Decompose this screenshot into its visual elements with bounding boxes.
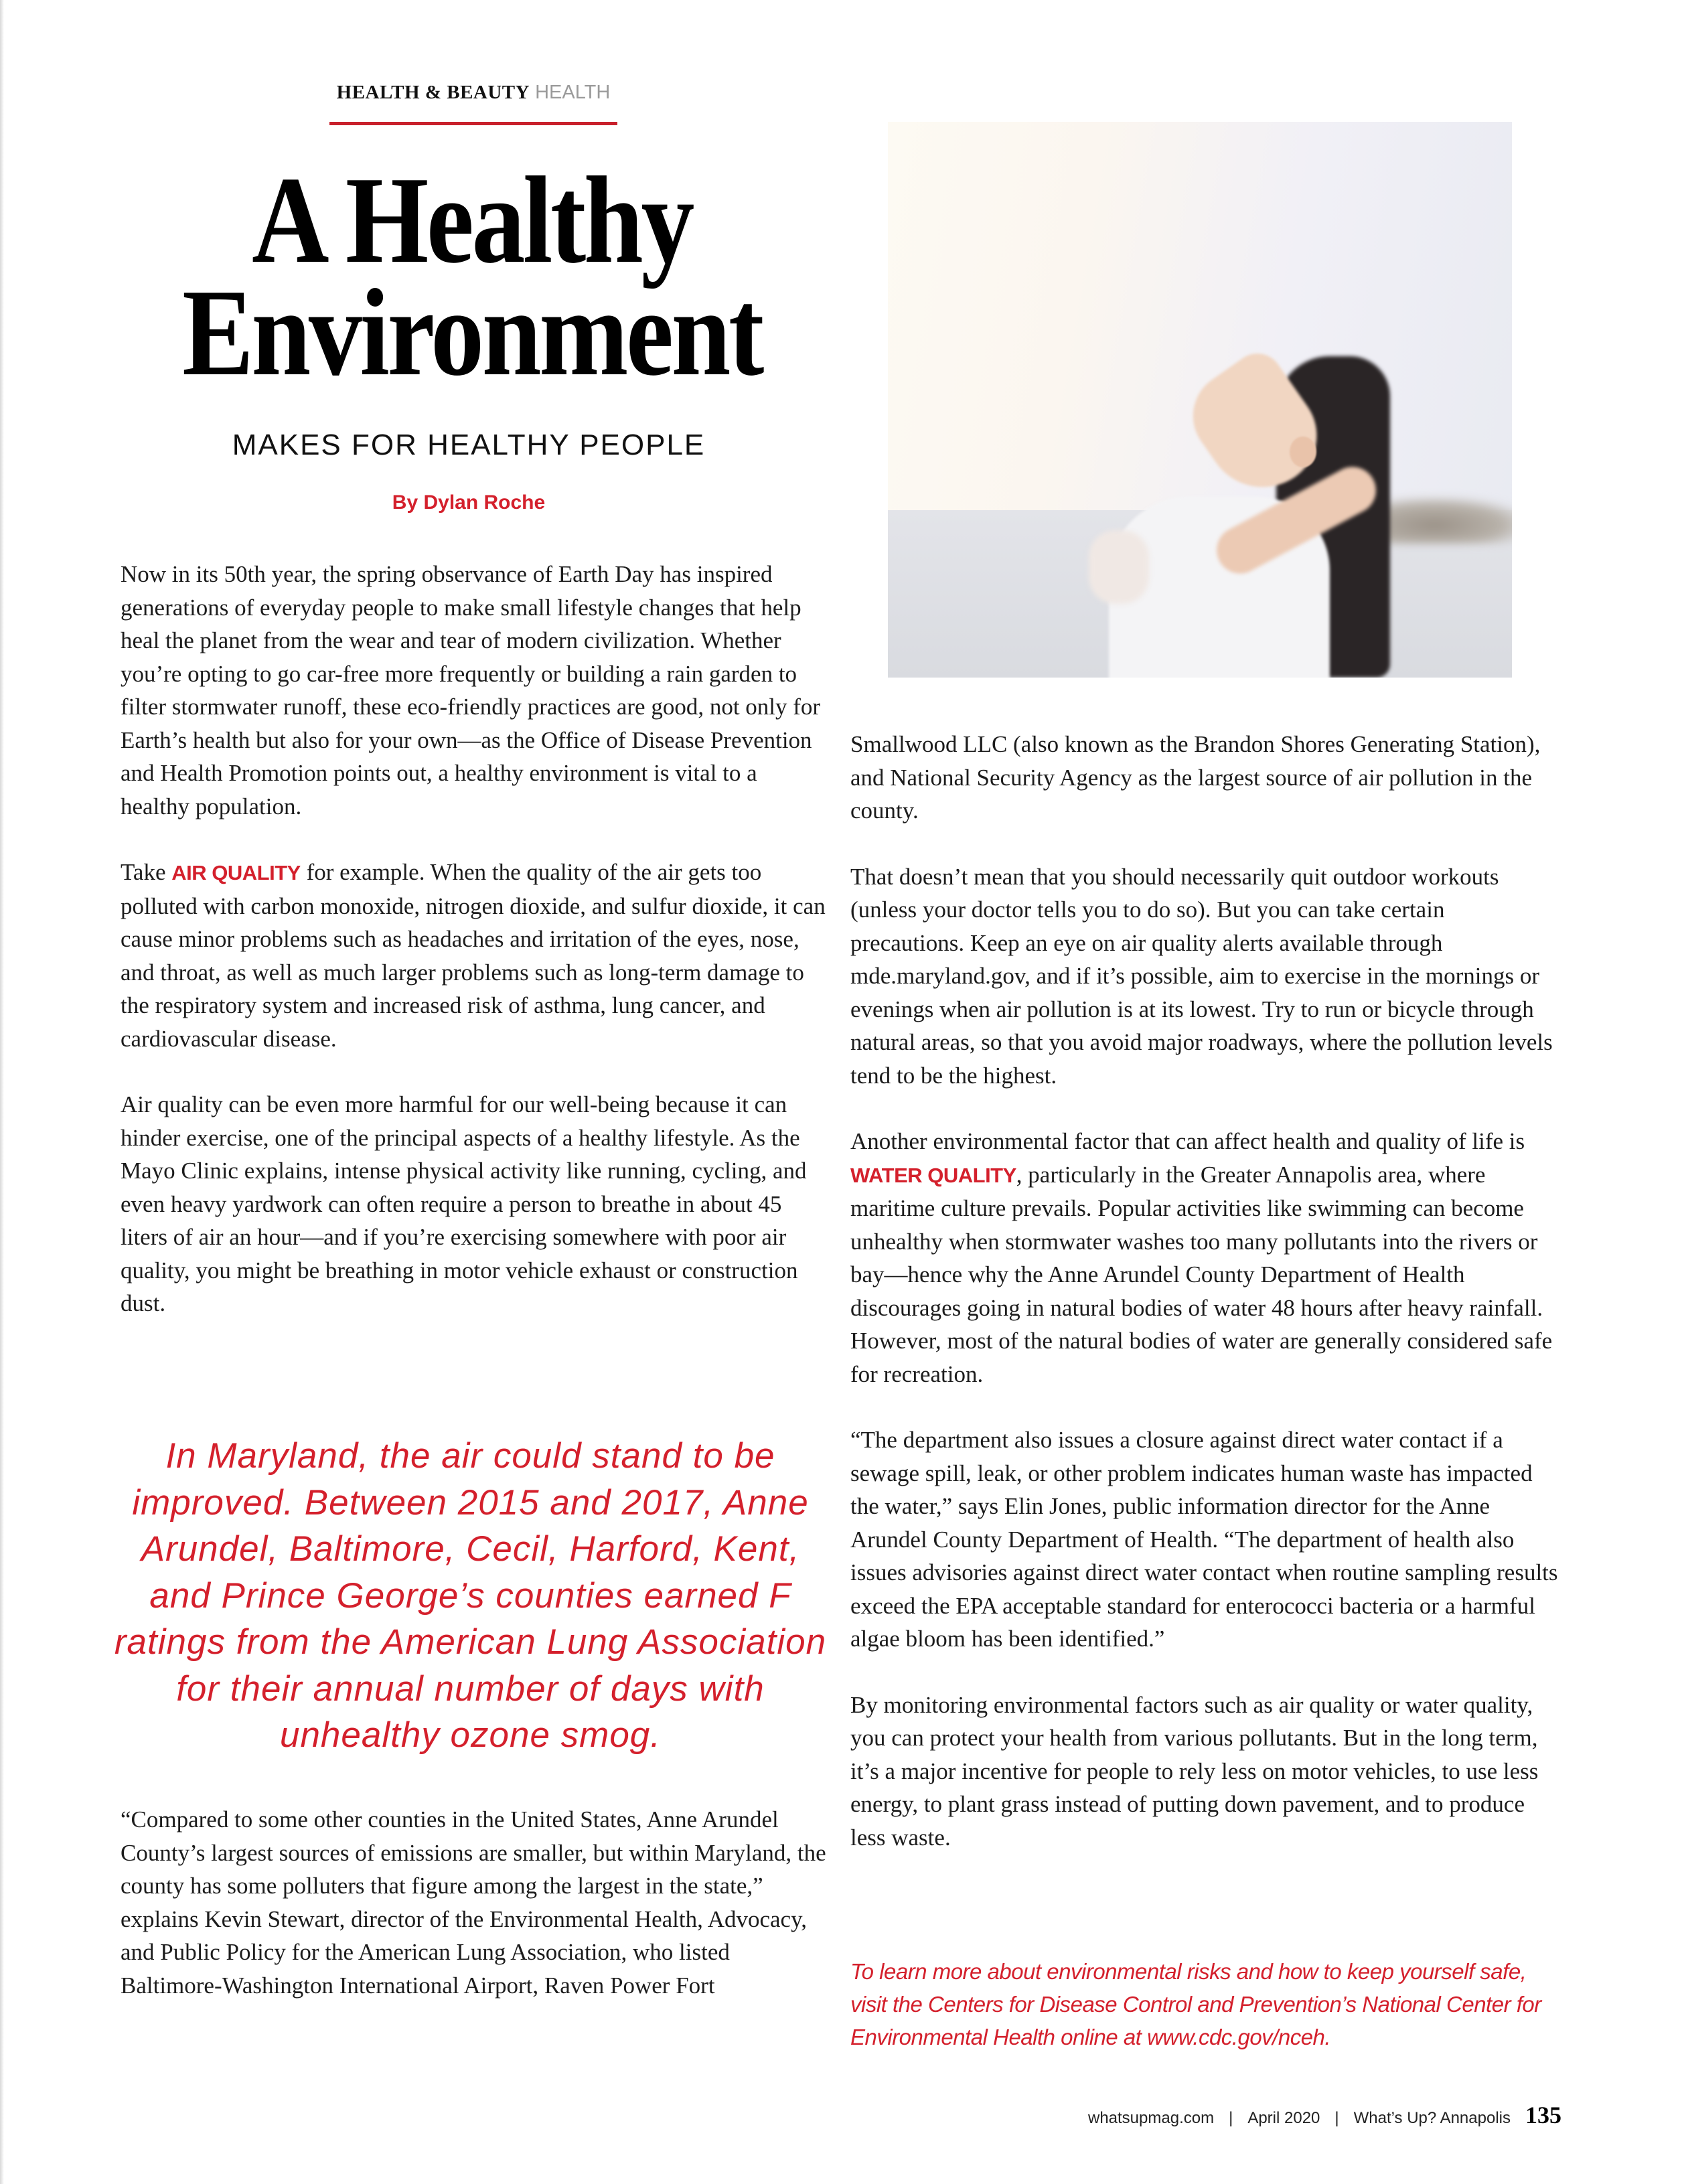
article-subheadline: MAKES FOR HEALTHY PEOPLE [232, 428, 706, 461]
section-kicker [329, 82, 617, 104]
page-number: 135 [1525, 2102, 1561, 2128]
right-column-top [850, 728, 1560, 1887]
left-column-top [121, 558, 830, 1353]
headline-line-1: A Healthy [252, 151, 692, 289]
article-headline [135, 151, 809, 402]
paragraph-stewart-quote: “Compared to some other counties in the United States, Anne Arundel County’s largest sources of emissions are smaller, but within Maryland, the county has some polluters that figure among the largest in the state,” explains Kevin Stewart, director of the Environmental Health, Advocacy, and Public Policy for the American Lung Association, who listed Baltimore-Washington International Airport, Raven Power Fort [121, 1806, 826, 1999]
paragraph-exercise: Air quality can be even more harmful for our well-being because it can hinder exercise, one of the principal aspects of a healthy lifestyle. As the Mayo Clinic explains, intense physical activity like running, cycling, and even heavy yardwork can often require a person to breathe in about 45 liters of air an hour—and if you’re exercising somewhere with poor air quality, you might be breathing in motor vehicle exhaust or construction dust. [121, 1091, 807, 1316]
photo-girl-left-hand [1089, 530, 1149, 604]
paragraph-intro: Now in its 50th year, the spring observance of Earth Day has inspired generations of everyday people to make small lifestyle changes that help heal the planet from the wear and tear of modern civilization. Whether you’re opting to go car-free more frequently or building a rain garden to filter stormwater runoff, these eco-friendly practices are good, not only for Earth’s health but also for your own—as the Office of Disease Prevention and Health Promotion points out, a healthy environment is vital to a healthy population. [121, 561, 821, 820]
subsection-label: HEALTH [535, 82, 611, 103]
footer-publication: What’s Up? Annapolis [1353, 2109, 1511, 2127]
paragraph-stewart-quote-continued: Smallwood LLC (also known as the Brandon Shores Generating Station), and National Security Agency as the largest source of air pollution in the county. [850, 731, 1541, 824]
water-quality-highlight: WATER QUALITY [850, 1163, 1016, 1187]
air-quality-highlight: AIR QUALITY [171, 861, 301, 884]
paragraph-water-quality: Another environmental factor that can affect health and quality of life is WATER QUALITY, particularly in the Greater Annapolis area, where maritime culture prevails. Popular activities like swimming can become unhealthy when stormwater washes too many pollutants into the rivers or bay—hence why the Anne Arundel County Department of Health discourages going in natural bodies of water 48 hours after heavy rainfall. However, most of the natural bodies of water are generally considered safe for recreation. [850, 1128, 1553, 1387]
footer-website: whatsupmag.com [1087, 2109, 1215, 2127]
feature-photo [888, 122, 1512, 678]
footer-separator: | [1229, 2109, 1233, 2127]
page-footer [1088, 2101, 1561, 2129]
kicker-underline [329, 122, 617, 125]
photo-island [1370, 497, 1512, 544]
section-label: HEALTH & BEAUTY [336, 82, 530, 103]
article-tagline: To learn more about environmental risks and how to keep yourself safe, visit the Centers for Disease Control and Prevention’s National Center for Environmental Health online at www.cdc.gov/nceh. [850, 1959, 1541, 2049]
headline-line-2: Environment [182, 264, 762, 402]
page-binding-shadow [0, 0, 4, 2184]
paragraph-jones-quote: “The department also issues a closure against direct water contact if a sewage spill, leak, or other problem indicates human waste has impacted the water,” says Elin Jones, public information director for the Anne Arundel County Department of Health. “The department of health also issues advisories against direct water contact when routine sampling results exceed the EPA acceptable standard for enterococci bacteria or a harmful algae bloom has been identified.” [850, 1427, 1558, 1652]
footer-separator: | [1334, 2109, 1339, 2127]
photo-girl-ear [1290, 437, 1316, 467]
left-column-bottom [121, 1803, 830, 2035]
footer-issue-date: April 2020 [1247, 2109, 1320, 2127]
paragraph-conclusion: By monitoring environmental factors such as air quality or water quality, you can protect your health from various pollutants. But in the long term, it’s a major incentive for people to rely less on motor vehicles, to use less energy, to plant grass instead of putting down pavement, and to produce less waste. [850, 1691, 1539, 1851]
article-byline: By Dylan Roche [392, 491, 546, 514]
paragraph-air-quality: Take AIR QUALITY for example. When the quality of the air gets too polluted with carbon monoxide, nitrogen dioxide, and sulfur dioxide, it can cause minor problems such as headaches and irritation of the eyes, nose, and throat, as well as much larger problems such as long-term damage to the respiratory system and increased risk of asthma, lung cancer, and cardiovascular disease. [121, 859, 826, 1052]
paragraph-precautions: That doesn’t mean that you should necessarily quit outdoor workouts (unless your doctor tells you to do so). But you can take certain precautions. Keep an eye on air quality alerts available through mde.maryland.gov, and if it’s possible, aim to exercise in the mornings or evenings when air pollution is at its lowest. Try to run or bicycle through natural areas, so that you avoid major roadways, where the pollution levels tend to be the highest. [850, 863, 1553, 1089]
pull-quote: In Maryland, the air could stand to be improved. Between 2015 and 2017, Anne Arundel, Baltimore, Cecil, Harford, Kent, and Prince George’s counties earned F ratings from the American Lung Association for their annual number of days with unhealthy ozone smog. [114, 1436, 827, 1755]
